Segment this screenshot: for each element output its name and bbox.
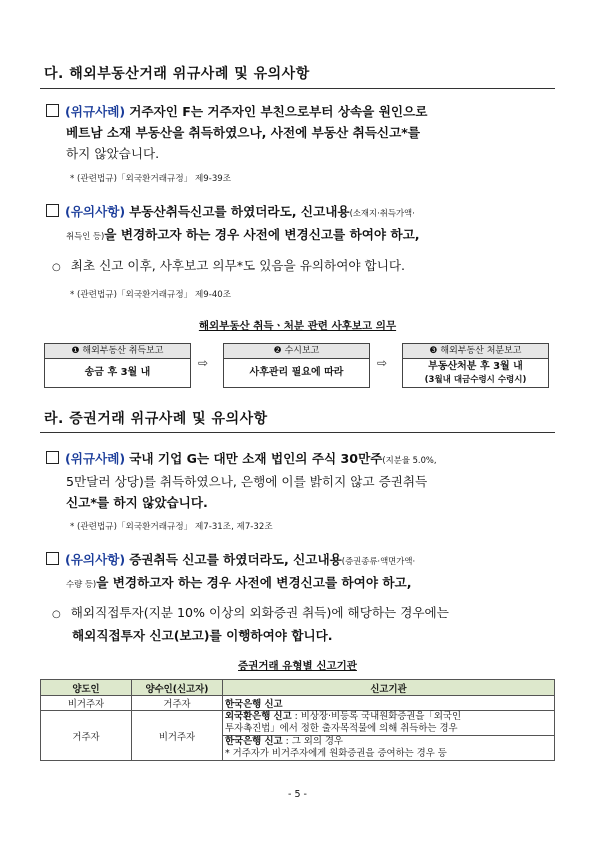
- section-divider: [40, 88, 555, 89]
- violation-text-line3: 하지 않았습니다.: [66, 146, 160, 161]
- flow-step3-body: [402, 358, 549, 388]
- checkbox-square-icon: [46, 204, 59, 217]
- bullet-item: [52, 602, 557, 646]
- flow-step1-text: 송금 후 3월 내: [84, 367, 151, 378]
- table-cell: [223, 736, 555, 761]
- table-cell-text: 한국은행 신고: [225, 699, 283, 710]
- table-cell-text: * 거주자가 비거주자에게 원화증권을 증여하는 경우 등: [225, 748, 447, 759]
- table-cell-bold: 외국환은행 신고: [225, 711, 292, 722]
- page-number: - 5 -: [288, 789, 307, 800]
- caution-label: (유의사항): [65, 204, 126, 219]
- table-cell-text: 투자촉진법」에서 정한 출자목적물에 의해 취득하는 경우: [225, 723, 458, 734]
- table-cell: 비거주자: [41, 696, 132, 711]
- violation-label: (위규사례): [65, 451, 126, 466]
- legal-reference-note: * (관련법규)「외국환거래규정」 제9-40조: [70, 290, 232, 300]
- caution-text-small2: 수량 등): [66, 579, 97, 589]
- right-arrow-icon: ⇨: [377, 356, 388, 370]
- section-title-ra: 라. 증권거래 위규사례 및 유의사항: [44, 411, 268, 427]
- right-arrow-icon: ⇨: [198, 356, 209, 370]
- table-cell: 비거주자: [132, 711, 223, 761]
- checkbox-square-icon: [46, 104, 59, 117]
- bullet-text-line2: 해외직접투자 신고(보고)를 이행하여야 합니다.: [72, 628, 333, 643]
- caution-label: (유의사항): [65, 552, 126, 567]
- flow-step3-subtext: (3월내 대금수령시 수령시): [424, 375, 527, 385]
- table-cell: 거주자: [132, 696, 223, 711]
- violation-block-ra: [46, 448, 561, 513]
- circle-bullet-icon: ○: [52, 609, 61, 620]
- table-cell-text: : 비상장·비등록 국내원화증권을「외국인: [291, 711, 462, 722]
- table-cell: 거주자: [41, 711, 132, 761]
- violation-label: (위규사례): [65, 104, 126, 119]
- table-title: 증권거래 유형별 신고기관: [238, 660, 357, 672]
- caution-block-ra: [46, 549, 561, 595]
- table-row: [41, 696, 555, 711]
- flow-step3-text: 부동산처분 후 3월 내: [428, 361, 523, 372]
- section-title-da: 다. 해외부동산거래 위규사례 및 유의사항: [44, 66, 310, 82]
- table-cell-text: : 그 외의 경우: [282, 736, 343, 747]
- violation-text-main: 국내 기업 G는 대만 소재 법인의 주식 30만주: [129, 451, 383, 466]
- table-header-agency: 신고기관: [223, 680, 555, 696]
- flow-step2-head: ❷ 수시보고: [223, 343, 370, 358]
- violation-text-line3: 신고*를 하지 않았습니다.: [66, 495, 208, 510]
- flow-step3-head: ❸ 해외부동산 처분보고: [402, 343, 549, 358]
- flow-step2-text: 사후관리 필요에 따라: [249, 367, 344, 378]
- violation-text-small: (지분율 5.0%,: [382, 455, 437, 465]
- circle-bullet-icon: ○: [52, 262, 61, 273]
- caution-text-main: 증권취득 신고를 하였더라도, 신고내용: [129, 552, 342, 567]
- caution-text-small: (증권종류·액면가액·: [341, 556, 416, 566]
- caution-text-line2: 을 변경하고자 하는 경우 사전에 변경신고를 하여야 하고,: [96, 575, 412, 590]
- flow-step1-body: [44, 358, 191, 388]
- table-header-transferor: 양도인: [41, 680, 132, 696]
- bullet-text-line1: 해외직접투자(지분 10% 이상의 외화증권 취득)에 해당하는 경우에는: [70, 605, 449, 620]
- table-cell-bold: 한국은행 신고: [225, 736, 283, 747]
- violation-block-da: [46, 101, 556, 164]
- table-row: [41, 711, 555, 736]
- caution-block-da: [46, 201, 561, 247]
- flow-step1-head: ❶ 해외부동산 취득보고: [44, 343, 191, 358]
- legal-reference-note: * (관련법규)「외국환거래규정」 제7-31조, 제7-32조: [70, 522, 273, 532]
- bullet-item: [52, 255, 405, 278]
- violation-text-line2: 베트남 소재 부동산을 취득하였으나, 사전에 부동산 취득신고*를: [66, 125, 420, 140]
- checkbox-square-icon: [46, 552, 59, 565]
- violation-text-line1: 거주자인 F는 거주자인 부친으로부터 상속을 원인으로: [129, 104, 428, 119]
- caution-text-small: (소재지·취득가액·: [349, 208, 415, 218]
- table-header-transferee: 양수인(신고자): [132, 680, 223, 696]
- checkbox-square-icon: [46, 451, 59, 464]
- bullet-text: 최초 신고 이후, 사후보고 의무*도 있음을 유의하여야 합니다.: [70, 258, 406, 273]
- caution-text-line2: 을 변경하고자 하는 경우 사전에 변경신고를 하여야 하고,: [104, 227, 420, 242]
- section-divider: [40, 432, 555, 433]
- report-agency-table: [40, 679, 555, 761]
- table-cell: [223, 696, 555, 711]
- caution-text-main: 부동산취득신고를 하였더라도, 신고내용: [129, 204, 350, 219]
- caution-text-small2: 취득인 등): [66, 231, 105, 241]
- table-cell: [223, 711, 555, 736]
- flow-step2-body: [223, 358, 370, 388]
- flow-title: 해외부동산 취득ㆍ처분 관련 사후보고 의무: [198, 320, 397, 332]
- violation-text-line2: 5만달러 상당)를 취득하였으나, 은행에 이를 밝히지 않고 증권취득: [66, 474, 428, 489]
- legal-reference-note: * (관련법규)「외국환거래규정」 제9-39조: [70, 174, 232, 184]
